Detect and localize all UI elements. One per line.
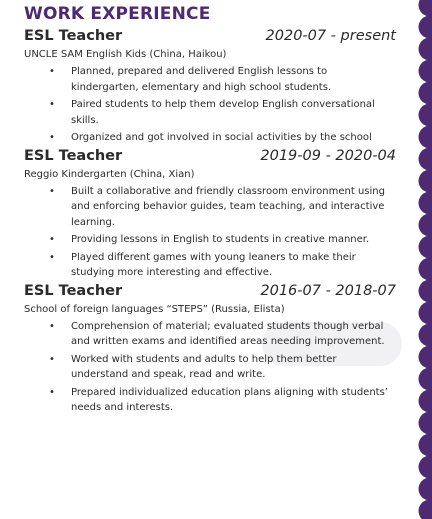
scallop-segment	[419, 346, 432, 369]
job-employer: UNCLE SAM English Kids (China, Haikou)	[24, 49, 227, 60]
job-title: ESL Teacher	[24, 28, 123, 44]
job-entry	[24, 26, 396, 146]
bullet-icon: •	[49, 386, 55, 398]
duty-item	[24, 385, 396, 416]
scallop-segment	[419, 258, 432, 281]
scallop-segment	[419, 126, 432, 149]
job-employer: School of foreign languages “STEPS” (Russia, Elista)	[24, 303, 285, 315]
duty-item	[24, 232, 396, 248]
scallop-segment	[419, 236, 432, 259]
duty-text: Planned, prepared and delivered English lessons to kindergarten, elementary and high school students.	[71, 66, 332, 93]
jobs-list	[24, 26, 396, 416]
job-entry	[24, 281, 396, 416]
bullet-icon: •	[49, 66, 55, 77]
job-title: ESL Teacher	[24, 282, 123, 299]
duty-text: Paired students to help them develop English conversational skills.	[71, 99, 375, 126]
scallop-segment	[419, 60, 432, 83]
job-header	[24, 281, 396, 302]
scallop-segment	[419, 434, 432, 457]
bullet-icon: •	[49, 99, 55, 110]
scallop-segment	[419, 148, 432, 171]
duty-item	[24, 319, 396, 350]
scallop-segment	[419, 214, 432, 237]
job-duties	[24, 64, 396, 146]
job-dates: 2019-09 - 2020-04	[260, 147, 396, 164]
duty-item	[24, 130, 396, 146]
duty-item	[24, 184, 396, 231]
duty-text: Organized and got involved in social activities by the school	[71, 132, 372, 143]
duty-text: Prepared individualized education plans aligning with students’ needs and interests.	[71, 386, 388, 413]
job-employer: Reggio Kindergarten (China, Xian)	[24, 168, 195, 180]
duty-item	[24, 97, 396, 128]
bullet-icon: •	[49, 353, 55, 365]
scallop-segment	[419, 170, 432, 193]
duty-item	[24, 250, 396, 281]
bullet-icon: •	[49, 320, 55, 332]
scallop-segment	[419, 478, 432, 501]
scallop-segment	[419, 82, 432, 105]
scallop-segment	[419, 500, 432, 519]
job-header	[24, 146, 396, 167]
job-entry	[24, 146, 396, 281]
scallop-segment	[419, 412, 432, 435]
scallop-segment	[419, 368, 432, 391]
duty-item	[24, 352, 396, 383]
duty-text: Comprehension of material; evaluated students though verbal and written exams and identified areas needing improvement.	[71, 320, 385, 347]
job-duties	[24, 319, 396, 416]
job-title: ESL Teacher	[24, 147, 123, 164]
section-title: WORK EXPERIENCE	[24, 4, 211, 24]
work-experience-section	[24, 2, 396, 416]
scallop-segment	[419, 280, 432, 303]
scallop-segment	[419, 390, 432, 413]
bullet-icon: •	[49, 251, 55, 263]
scallop-segment	[419, 38, 432, 61]
scallop-segment	[419, 16, 432, 39]
scallop-segment	[419, 0, 432, 17]
duty-text: Providing lessons in English to students in creative manner.	[71, 234, 370, 245]
duty-text: Built a collaborative and friendly classroom environment using and enforcing behavior guides, team teaching, and interactive learning.	[71, 185, 385, 228]
scallop-segment	[419, 302, 432, 325]
job-dates: 2016-07 - 2018-07	[260, 282, 396, 299]
scallop-segment	[419, 104, 432, 127]
bullet-icon: •	[49, 185, 55, 197]
bullet-icon: •	[49, 234, 55, 245]
scallop-segment	[419, 192, 432, 215]
job-duties	[24, 184, 396, 281]
decorative-scallop-border	[410, 0, 432, 519]
duty-text: Worked with students and adults to help them better understand and speak, read and write.	[71, 353, 337, 380]
job-dates: 2020-07 - present	[265, 28, 396, 44]
duty-item	[24, 64, 396, 95]
job-header	[24, 26, 396, 47]
scallop-segment	[419, 324, 432, 347]
bullet-icon: •	[49, 132, 55, 143]
scallop-segment	[419, 456, 432, 479]
duty-text: Played different games with young leaners to make their studying more interesting and effective.	[71, 251, 356, 278]
